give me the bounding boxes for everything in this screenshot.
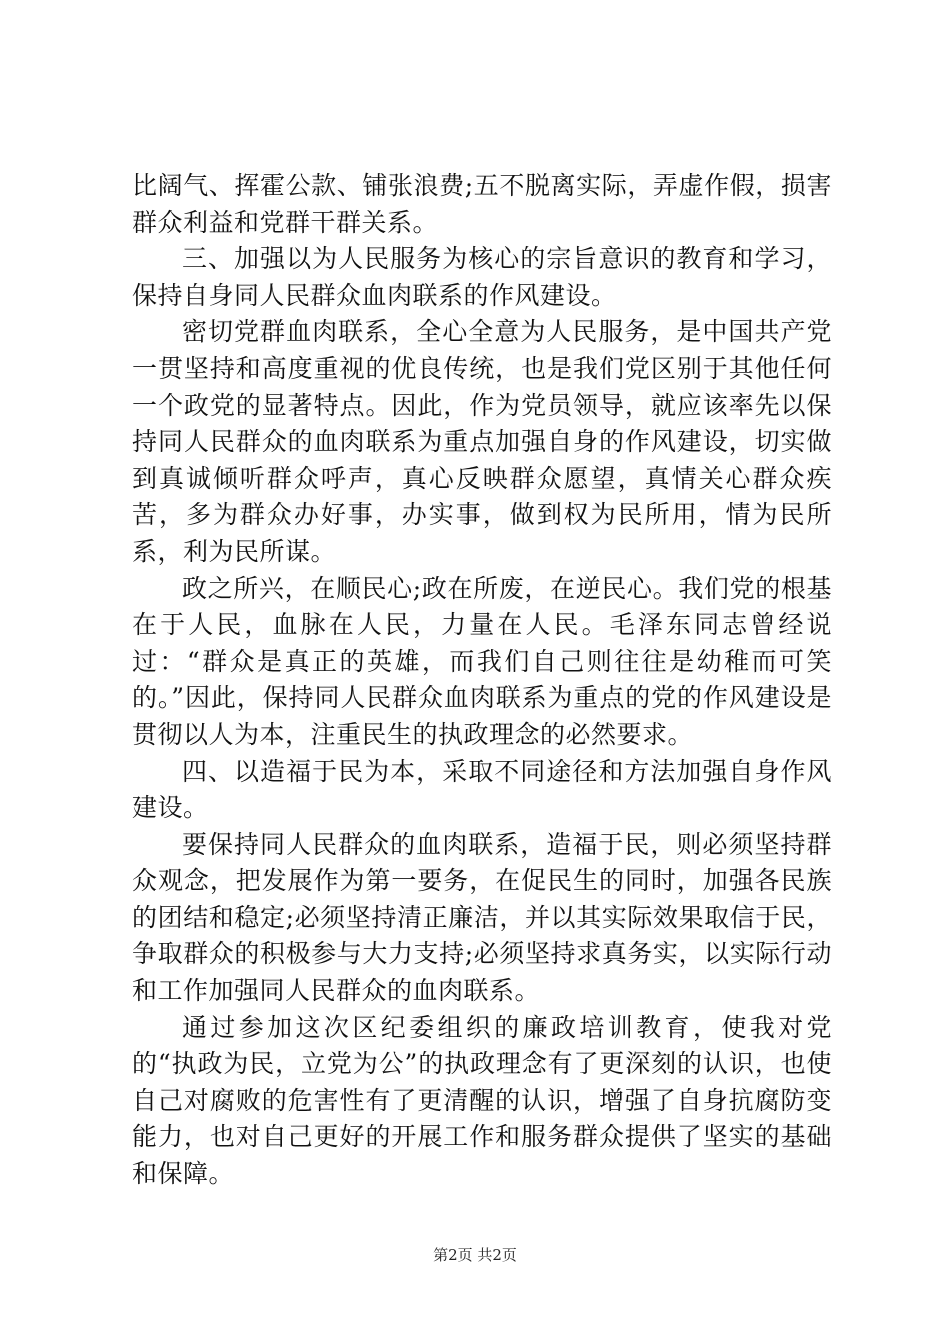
document-body [132, 168, 832, 1193]
section-heading-four: 四、以造福于民为本，采取不同途径和方法加强自身作风建设。 [132, 756, 832, 823]
page-footer: 第2页 共2页 [433, 1246, 517, 1264]
paragraph: 密切党群血肉联系，全心全意为人民服务，是中国共产党一贯坚持和高度重视的优良传统，也是我们党区别于其他任何一个政党的显著特点。因此，作为党员领导，就应该率先以保持同人民群众的血肉联系为重点加强自身的作风建设，切实做到真诚倾听群众呼声，真心反映群众愿望，真情关心群众疾苦，多为群众办好事，办实事，做到权为民所用，情为民所系，利为民所谋。 [132, 317, 832, 566]
paragraph: 通过参加这次区纪委组织的廉政培训教育，使我对党的“执政为民，立党为公”的执政理念有了更深刻的认识，也使自己对腐败的危害性有了更清醒的认识，增强了自身抗腐防变能力，也对自己更好的开展工作和服务群众提供了坚实的基础和保障。 [132, 1012, 832, 1189]
section-heading-three: 三、加强以为人民服务为核心的宗旨意识的教育和学习，保持自身同人民群众血肉联系的作风建设。 [132, 244, 832, 310]
paragraph: 政之所兴，在顺民心;政在所废，在逆民心。我们党的根基在于人民，血脉在人民，力量在人民。毛泽东同志曾经说过：“群众是真正的英雄，而我们自己则往往是幼稚而可笑的。”因此，保持同人民群众血肉联系为重点的党的作风建设是贯彻以人为本，注重民生的执政理念的必然要求。 [132, 573, 832, 749]
paragraph: 要保持同人民群众的血肉联系，造福于民，则必须坚持群众观念，把发展作为第一要务，在促民生的同时，加强各民族的团结和稳定;必须坚持清正廉洁，并以其实际效果取信于民，争取群众的积极参与大力支持;必须坚持求真务实，以实际行动和工作加强同人民群众的血肉联系。 [132, 829, 832, 1006]
paragraph-continuation: 比阔气、挥霍公款、铺张浪费;五不脱离实际，弄虚作假，损害群众利益和党群干群关系。 [132, 171, 832, 237]
